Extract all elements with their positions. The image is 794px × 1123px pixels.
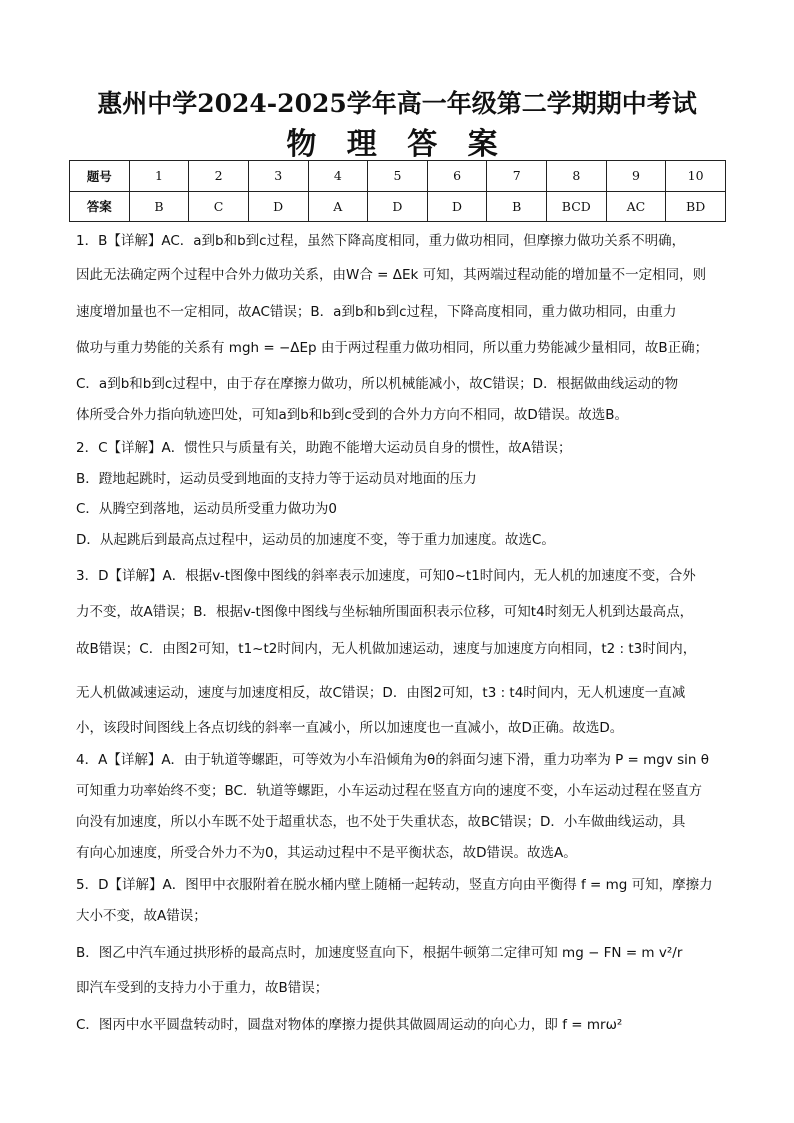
question-number: 5 <box>368 161 428 192</box>
explanation-line: 向没有加速度，所以小车既不处于超重状态，也不处于失重状态，故BC错误；D．小车做曲线运动，具 <box>76 814 686 830</box>
explanation-line: 5．D【详解】A．图甲中衣服附着在脱水桶内壁上随桶一起转动，竖直方向由平衡得 f = mg 可知，摩擦力 <box>76 877 713 893</box>
page-subtitle: 物 理 答 案 <box>286 127 508 162</box>
explanation-line: 力不变，故A错误；B．根据v-t图像中图线与坐标轴所围面积表示位移，可知t4时刻无人机到达最高点， <box>76 604 694 620</box>
explanation-line: 大小不变，故A错误； <box>76 908 207 924</box>
table-row <box>70 161 726 192</box>
explanation-line: 可知重力功率始终不变；BC．轨道等螺距，小车运动过程在竖直方向的速度不变，小车运动过程在竖直方 <box>76 783 702 799</box>
explanation-line: 即汽车受到的支持力小于重力，故B错误； <box>76 980 329 996</box>
explanation-line: 有向心加速度，所受合外力不为0，其运动过程中不是平衡状态，故D错误。故选A。 <box>76 845 577 861</box>
answer-cell: B <box>129 191 189 222</box>
question-number: 9 <box>606 161 666 192</box>
explanation-line: 故B错误；C．由图2可知，t1~t2时间内，无人机做加速运动，速度与加速度方向相同，t2 : t3时间内， <box>76 641 697 657</box>
answer-cell: C <box>189 191 249 222</box>
explanation-line: 做功与重力势能的关系有 mgh = −ΔEp 由于两过程重力做功相同，所以重力势能减少量相同，故B正确； <box>76 340 709 356</box>
table-row <box>70 191 726 222</box>
explanation-line: 3．D【详解】A．根据v-t图像中图线的斜率表示加速度，可知0~t1时间内，无人机的加速度不变，合外 <box>76 568 696 584</box>
answer-cell: A <box>308 191 368 222</box>
explanation-line: D．从起跳后到最高点过程中，运动员的加速度不变，等于重力加速度。故选C。 <box>76 532 555 548</box>
question-number: 6 <box>427 161 487 192</box>
answer-cell: B <box>487 191 547 222</box>
question-number: 7 <box>487 161 547 192</box>
explanation-line: 体所受合外力指向轨迹凹处，可知a到b和b到c受到的合外力方向不相同，故D错误。故选B。 <box>76 407 628 423</box>
explanation-line: C．图丙中水平圆盘转动时，圆盘对物体的摩擦力提供其做圆周运动的向心力，即 f = mrω² <box>76 1017 623 1033</box>
explanation-line: 速度增加量也不一定相同，故AC错误；B．a到b和b到c过程，下降高度相同，重力做功相同，由重力 <box>76 304 677 320</box>
explanation-line: C．a到b和b到c过程中，由于存在摩擦力做功，所以机械能减小，故C错误；D．根据做曲线运动的物 <box>76 376 679 392</box>
question-number: 2 <box>189 161 249 192</box>
explanation-line: 2．C【详解】A．惯性只与质量有关，助跑不能增大运动员自身的惯性，故A错误； <box>76 440 572 456</box>
question-number: 4 <box>308 161 368 192</box>
answer-cell: BCD <box>547 191 607 222</box>
explanation-line: 因此无法确定两个过程中合外力做功关系，由W合 = ΔEk 可知，其两端过程动能的增加量不一定相同，则 <box>76 267 707 283</box>
explanation-line: C．从腾空到落地，运动员所受重力做功为0 <box>76 501 338 517</box>
explanation-line: B．蹬地起跳时，运动员受到地面的支持力等于运动员对地面的压力 <box>76 471 477 487</box>
question-number: 1 <box>129 161 189 192</box>
explanation-line: 4．A【详解】A．由于轨道等螺距，可等效为小车沿倾角为θ的斜面匀速下滑，重力功率为 P = mgv sin θ <box>76 752 710 768</box>
explanation-line: 小，该段时间图线上各点切线的斜率一直减小，所以加速度也一直减小，故D正确。故选D。 <box>76 720 624 736</box>
explanation-line: 1．B【详解】AC．a到b和b到c过程，虽然下降高度相同，重力做功相同，但摩擦力做功关系不明确， <box>76 233 686 249</box>
explanation-line: B．图乙中汽车通过拱形桥的最高点时，加速度竖直向下，根据牛顿第二定律可知 mg − FN = m v²/r <box>76 945 683 961</box>
answer-cell: D <box>427 191 487 222</box>
question-number-header: 题号 <box>70 161 130 192</box>
question-number: 3 <box>248 161 308 192</box>
question-number: 10 <box>666 161 726 192</box>
explanation-line: 无人机做减速运动，速度与加速度相反，故C错误；D．由图2可知，t3 : t4时间内，无人机速度一直减 <box>76 685 686 701</box>
answer-cell: D <box>248 191 308 222</box>
question-number: 8 <box>547 161 607 192</box>
answer-cell: AC <box>606 191 666 222</box>
page-title: 惠州中学2024-2025学年高一年级第二学期期中考试 <box>97 89 697 118</box>
answer-table <box>69 160 726 222</box>
answer-cell: BD <box>666 191 726 222</box>
answer-cell: D <box>368 191 428 222</box>
answer-header: 答案 <box>70 191 130 222</box>
